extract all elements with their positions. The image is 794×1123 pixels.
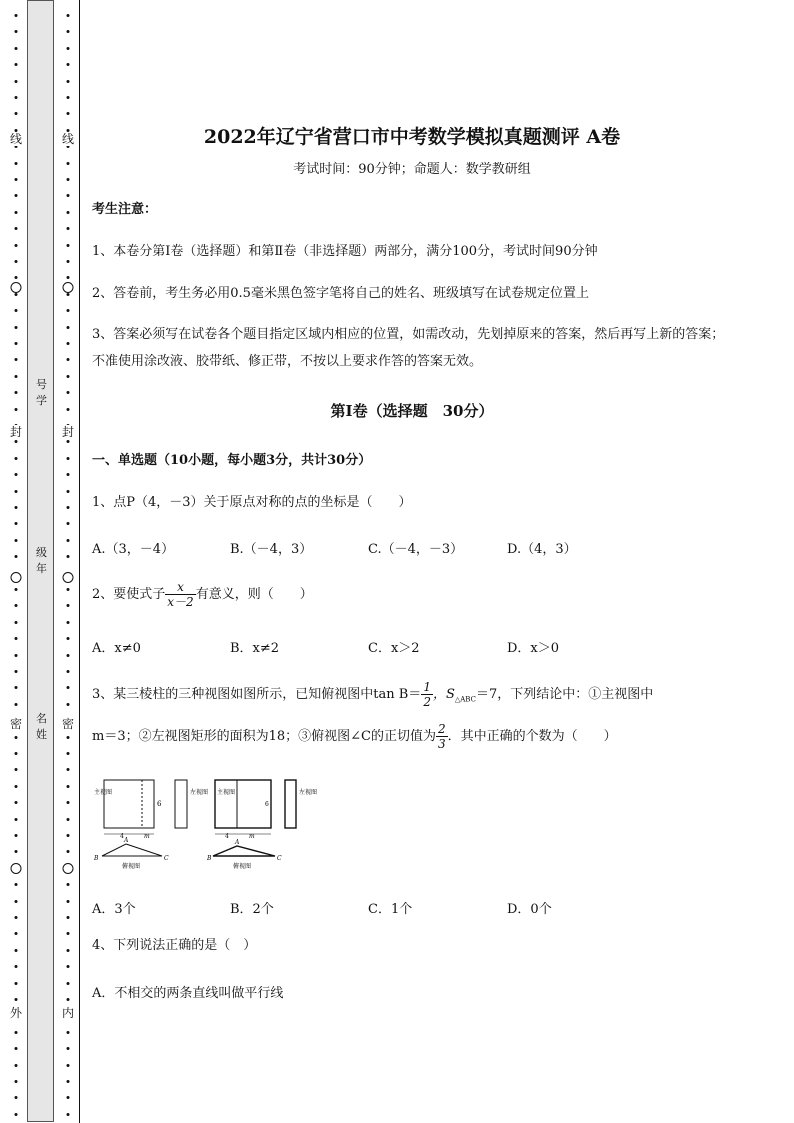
- binding-dot: [67, 637, 70, 640]
- binding-dot: [15, 686, 18, 689]
- binding-dot: [67, 47, 70, 50]
- inner-mark-mi: 密: [61, 717, 75, 731]
- binding-dot: [67, 768, 70, 771]
- vertex-a: A: [124, 837, 129, 844]
- binding-dot: [67, 457, 70, 460]
- top-view-triangle-2: [213, 846, 275, 856]
- binding-dot: [67, 703, 70, 706]
- q3-stem-sub: △ABC: [454, 695, 476, 704]
- binding-dot: [15, 408, 18, 411]
- binding-dot: [15, 358, 18, 361]
- label-student-number: [28, 377, 55, 409]
- binding-dot: [67, 506, 70, 509]
- binding-dot: [15, 96, 18, 99]
- q3-stem-c: ＝7，下列结论中：①主视图中: [475, 687, 654, 702]
- binding-dot: [67, 80, 70, 83]
- binding-dot: [67, 736, 70, 739]
- binding-dot: [67, 982, 70, 985]
- binding-dot: [67, 1080, 70, 1083]
- binding-dot: [15, 391, 18, 394]
- binding-dot: [67, 555, 70, 558]
- outer-mark-feng: 封: [9, 425, 23, 439]
- binding-dot: [67, 1031, 70, 1034]
- binding-dot: [67, 801, 70, 804]
- question-3-stem-line2: [92, 722, 732, 751]
- vertex-c-2: C: [277, 855, 282, 862]
- q3-frac2-den: 3: [437, 737, 446, 751]
- exam-title: 2022年辽宁省营口市中考数学模拟真题测评 A卷: [203, 126, 621, 148]
- front-view-rect: [104, 780, 154, 828]
- binding-dot: [67, 227, 70, 230]
- binding-dot: [15, 309, 18, 312]
- binding-dot: [15, 768, 18, 771]
- dim-m: m: [144, 833, 150, 840]
- q3-stem-a: 3、某三棱柱的三种视图如图所示，已知俯视图中tan B＝: [92, 687, 422, 702]
- binding-dot: [67, 1064, 70, 1067]
- outer-mark-mi: 密: [9, 717, 23, 731]
- q3-option-b: B．2个: [230, 902, 274, 917]
- binding-dot: [15, 30, 18, 33]
- binding-dot: [67, 194, 70, 197]
- binding-dot: [15, 1096, 18, 1099]
- q2-frac-den: x－2: [167, 595, 194, 609]
- binding-dot: [67, 785, 70, 788]
- q2-frac-num: x: [165, 580, 195, 595]
- binding-dot: [15, 47, 18, 50]
- binding-dot: [67, 588, 70, 591]
- binding-dot: [67, 260, 70, 263]
- binding-dot: [67, 818, 70, 821]
- binding-dot: [15, 375, 18, 378]
- binding-dot: [15, 162, 18, 165]
- binding-dot: [67, 834, 70, 837]
- vertex-b-2: B: [207, 855, 212, 862]
- section-title: 第I卷（选择题 30分）: [330, 402, 494, 420]
- binding-dot: [67, 686, 70, 689]
- binding-dot: [67, 63, 70, 66]
- q3-stem-b: ，S: [432, 687, 455, 702]
- q2-stem-pre: 2、要使式子: [92, 587, 166, 602]
- q3-option-c: C．1个: [368, 902, 413, 917]
- binding-dot: [67, 949, 70, 952]
- binding-dot: [15, 342, 18, 345]
- binding-dot: [15, 260, 18, 263]
- top-view-label-2: 俯视图: [233, 863, 252, 870]
- binding-dot: [67, 293, 70, 296]
- q1-option-c: C.（－4，－3）: [368, 542, 464, 557]
- binding-dot: [67, 440, 70, 443]
- binding-line-outer: [8, 0, 24, 1123]
- binding-dot: [67, 900, 70, 903]
- binding-dot: [15, 637, 18, 640]
- question-3-stem-line1: [92, 680, 732, 712]
- binding-dot: [15, 276, 18, 279]
- binding-dot: [67, 178, 70, 181]
- inner-mark-feng: 封: [61, 425, 75, 439]
- q1-option-a: A.（3，－4）: [92, 542, 175, 557]
- left-view-label: 左视图: [190, 789, 209, 796]
- q2-option-c: C．x＞2: [368, 641, 420, 656]
- q3-fraction-1: [421, 680, 433, 709]
- dim-4: 4: [120, 833, 124, 840]
- binding-dot: [67, 244, 70, 247]
- q3-figure-three-views-2: [207, 772, 437, 872]
- binding-dot: [15, 850, 18, 853]
- binding-dot: [67, 408, 70, 411]
- binding-dot: [67, 621, 70, 624]
- q2-stem-post: 有意义，则（ ）: [195, 587, 313, 602]
- notice-item-2: 2、答卷前，考生务必用0.5毫米黑色签字笔将自己的姓名、班级填写在试卷规定位置上: [92, 286, 589, 301]
- binding-dot: [15, 588, 18, 591]
- binding-dot: [15, 490, 18, 493]
- binding-dot: [15, 965, 18, 968]
- binding-dot: [67, 309, 70, 312]
- binding-dot: [15, 227, 18, 230]
- binding-dot: [15, 752, 18, 755]
- strip-label-text: 号学: [36, 378, 47, 407]
- binding-dot: [67, 358, 70, 361]
- binding-dot: [67, 14, 70, 17]
- q3-frac1-den: 2: [423, 695, 431, 709]
- binding-dot: [67, 1047, 70, 1050]
- inner-mark-xian: 线: [61, 132, 75, 146]
- q1-option-d: D.（4，3）: [507, 542, 577, 557]
- outer-circle: [11, 282, 22, 293]
- left-view-label-2: 左视图: [299, 789, 318, 796]
- binding-dot: [67, 654, 70, 657]
- binding-dot: [15, 244, 18, 247]
- question-2-stem: [92, 580, 732, 609]
- inner-circle: [63, 863, 74, 874]
- q3-line2-b: ．其中正确的个数为（ ）: [447, 729, 617, 744]
- front-view-label: 主视图: [94, 789, 113, 796]
- student-info-strip: [27, 0, 54, 1122]
- q4-option-a: A．不相交的两条直线叫做平行线: [92, 986, 284, 1001]
- q3-line2-a: m＝3；②左视图矩形的面积为18；③俯视图∠C的正切值为: [92, 729, 436, 744]
- binding-dot: [67, 752, 70, 755]
- notice-heading: 考生注意：: [92, 202, 158, 217]
- outer-dot-column: [8, 0, 24, 1123]
- binding-dot: [15, 457, 18, 460]
- label-name: [28, 711, 55, 743]
- strip-label-text: 名姓: [36, 712, 47, 741]
- binding-dot: [15, 900, 18, 903]
- binding-dot: [15, 916, 18, 919]
- binding-dot: [15, 949, 18, 952]
- q3-fraction-2: [436, 722, 448, 751]
- binding-dot: [15, 555, 18, 558]
- binding-dot: [15, 604, 18, 607]
- binding-dot: [15, 539, 18, 542]
- outer-mark-wai: 外: [9, 1006, 23, 1020]
- binding-dot: [15, 1047, 18, 1050]
- binding-dot: [15, 801, 18, 804]
- binding-dot: [15, 440, 18, 443]
- binding-dot: [67, 965, 70, 968]
- notice-item-3: 3、答案必须写在试卷各个题目指定区域内相应的位置，如需改动，先划掉原来的答案，然后再写上新的答案；不准使用涂改液、胶带纸、修正带，不按以上要求作答的答案无效。: [92, 327, 725, 369]
- dim-4-2: 4: [225, 833, 229, 840]
- binding-dot: [15, 703, 18, 706]
- binding-dot: [67, 522, 70, 525]
- binding-dot: [67, 30, 70, 33]
- binding-dot: [67, 375, 70, 378]
- binding-dot: [15, 1080, 18, 1083]
- notice-item-1: 1、本卷分第I卷（选择题）和第Ⅱ卷（非选择题）两部分，满分100分，考试时间90分钟: [92, 244, 598, 259]
- binding-dot: [15, 670, 18, 673]
- q3-frac2-num: 2: [437, 722, 446, 736]
- inner-mark-nei: 内: [61, 1006, 75, 1020]
- question-1-stem: 1、点P（4，－3）关于原点对称的点的坐标是（ ）: [92, 495, 412, 510]
- binding-dot: [15, 1031, 18, 1034]
- label-class: [28, 545, 55, 577]
- binding-dot: [15, 818, 18, 821]
- binding-dot: [15, 473, 18, 476]
- binding-dot: [15, 621, 18, 624]
- binding-dot: [67, 932, 70, 935]
- dim-6-2: 6: [265, 801, 269, 808]
- exam-subtitle: 考试时间：90分钟；命题人：数学教研组: [293, 162, 531, 177]
- left-view-rect-2: [285, 780, 296, 828]
- q3-frac1-num: 1: [423, 680, 431, 694]
- q2-option-d: D．x＞0: [507, 641, 560, 656]
- outer-circle: [11, 863, 22, 874]
- dim-6: 6: [157, 800, 162, 808]
- binding-dot: [67, 342, 70, 345]
- binding-dot: [67, 670, 70, 673]
- inner-border-line: [79, 0, 80, 1123]
- binding-dot: [15, 982, 18, 985]
- binding-dot: [15, 522, 18, 525]
- binding-dot: [67, 1113, 70, 1116]
- left-view-rect: [175, 780, 187, 828]
- binding-dot: [15, 654, 18, 657]
- binding-dot: [15, 998, 18, 1001]
- part1-heading: 一、单选题（10小题，每小题3分，共计30分）: [92, 453, 372, 468]
- binding-dot: [67, 1096, 70, 1099]
- q2-option-b: B．x≠2: [230, 641, 280, 656]
- binding-dot: [67, 112, 70, 115]
- binding-dot: [67, 276, 70, 279]
- binding-dot: [15, 63, 18, 66]
- inner-dot-column: [56, 0, 80, 1123]
- vertex-b: B: [94, 855, 99, 862]
- outer-mark-xian: 线: [9, 132, 23, 146]
- binding-dot: [15, 293, 18, 296]
- binding-dot: [15, 932, 18, 935]
- binding-dot: [15, 736, 18, 739]
- binding-dot: [67, 883, 70, 886]
- binding-dot: [15, 506, 18, 509]
- binding-dot: [15, 883, 18, 886]
- q1-option-b: B.（－4，3）: [230, 542, 313, 557]
- top-view-triangle: [102, 844, 162, 856]
- binding-line-inner: [56, 0, 80, 1123]
- strip-label-text: 级年: [36, 546, 47, 575]
- outer-circle: [11, 572, 22, 583]
- vertex-a-2: A: [235, 839, 240, 846]
- binding-dot: [67, 539, 70, 542]
- inner-circle: [63, 282, 74, 293]
- binding-dot: [15, 14, 18, 17]
- binding-dot: [15, 178, 18, 181]
- binding-dot: [15, 194, 18, 197]
- binding-dot: [15, 211, 18, 214]
- front-view-rect-2: [215, 780, 271, 828]
- binding-dot: [15, 834, 18, 837]
- binding-dot: [67, 162, 70, 165]
- binding-dot: [15, 1064, 18, 1067]
- binding-dot: [15, 112, 18, 115]
- binding-dot: [67, 916, 70, 919]
- dim-m-2: m: [249, 833, 255, 840]
- binding-dot: [15, 326, 18, 329]
- binding-dot: [67, 998, 70, 1001]
- binding-dot: [67, 211, 70, 214]
- binding-dot: [67, 604, 70, 607]
- binding-dot: [67, 391, 70, 394]
- inner-circle: [63, 572, 74, 583]
- q2-fraction: [165, 580, 195, 609]
- binding-dot: [15, 80, 18, 83]
- q3-option-a: A．3个: [92, 902, 136, 917]
- top-view-label: 俯视图: [122, 863, 141, 870]
- binding-dot: [67, 326, 70, 329]
- binding-dot: [67, 850, 70, 853]
- front-view-label-2: 主视图: [217, 789, 236, 796]
- binding-dot: [15, 1113, 18, 1116]
- question-4-stem: 4、下列说法正确的是（ ）: [92, 938, 257, 953]
- q3-option-d: D．0个: [507, 902, 552, 917]
- binding-dot: [67, 96, 70, 99]
- binding-dot: [67, 473, 70, 476]
- binding-dot: [15, 785, 18, 788]
- q2-option-a: A．x≠0: [92, 641, 141, 656]
- binding-dot: [67, 490, 70, 493]
- vertex-c: C: [164, 855, 169, 862]
